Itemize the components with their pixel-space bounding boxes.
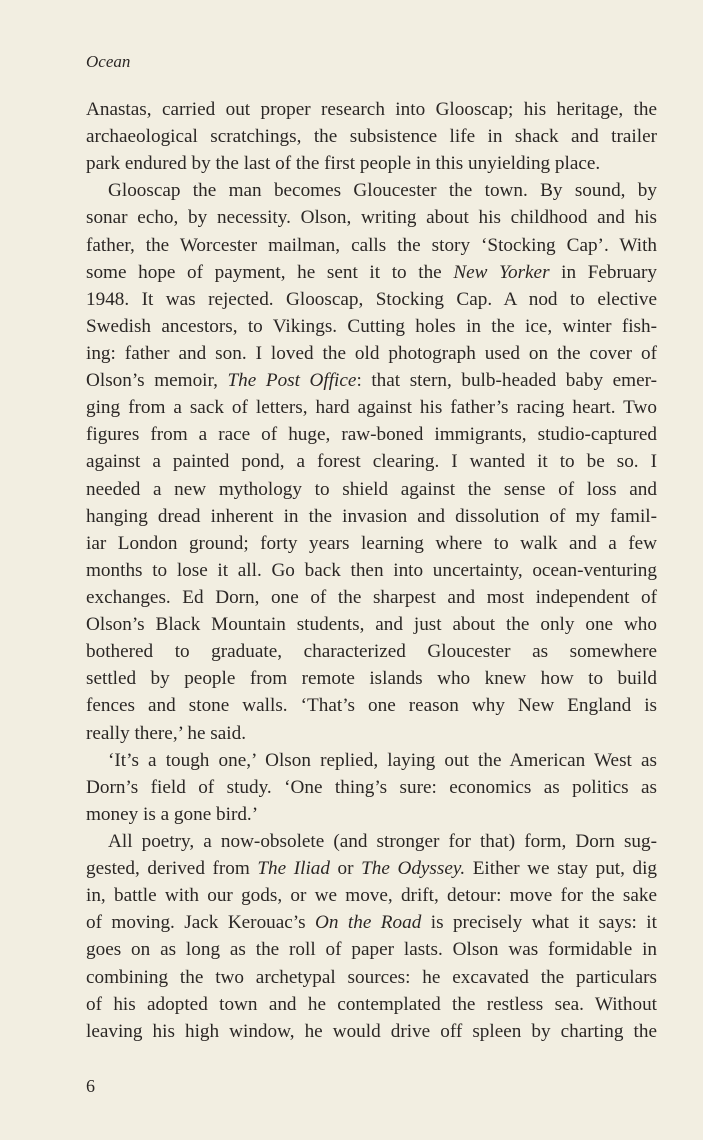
text-line xyxy=(86,123,657,150)
text-run: needed a new mythology to shield against the sense of loss and xyxy=(86,478,657,500)
text-line xyxy=(86,692,657,719)
italic-title: On the Road xyxy=(315,912,422,934)
text-run: father, the Worcester mailman, calls the story ‘Stocking Cap’. With xyxy=(86,234,657,256)
text-line xyxy=(86,448,657,475)
text-run: exchanges. Ed Dorn, one of the sharpest and most independent of xyxy=(86,586,657,608)
text-run: Olson’s memoir, xyxy=(86,370,228,392)
text-line xyxy=(86,747,657,774)
text-run: park endured by the last of the first people in this unyielding place. xyxy=(86,153,601,175)
text-run: months to lose it all. Go back then into uncertainty, ocean-venturing xyxy=(86,559,657,581)
text-line xyxy=(86,259,657,286)
body-text xyxy=(86,96,657,1045)
text-line xyxy=(86,774,657,801)
page-number: 6 xyxy=(86,1076,95,1096)
text-line xyxy=(86,232,657,259)
text-run: Either we stay put, dig xyxy=(465,858,658,880)
text-line xyxy=(86,991,657,1018)
italic-title: The Post Office xyxy=(227,370,357,392)
text-line xyxy=(86,204,657,231)
text-line xyxy=(86,367,657,394)
text-line xyxy=(86,530,657,557)
text-line xyxy=(86,476,657,503)
text-line xyxy=(86,964,657,991)
text-run: gested, derived from xyxy=(86,858,258,880)
text-run: iar London ground; forty years learning where to walk and a few xyxy=(86,532,657,554)
text-line xyxy=(86,1018,657,1045)
text-run: is precisely what it says: it xyxy=(421,912,657,934)
text-run: ing: father and son. I loved the old photograph used on the cover of xyxy=(86,342,657,364)
text-run: combining the two archetypal sources: he excavated the particulars xyxy=(86,966,657,988)
text-run: : that stern, bulb-headed baby emer- xyxy=(356,370,657,392)
text-line xyxy=(86,720,657,747)
text-run: archaeological scratchings, the subsistence life in shack and trailer xyxy=(86,126,657,148)
text-line xyxy=(86,882,657,909)
text-run: or xyxy=(329,858,362,880)
text-run: really there,’ he said. xyxy=(86,722,246,744)
italic-title: The Odyssey. xyxy=(361,858,466,880)
text-run: against a painted pond, a forest clearing. I wanted it to be so. I xyxy=(86,451,657,473)
text-run: goes on as long as the roll of paper lasts. Olson was formidable in xyxy=(86,939,657,961)
text-run: figures from a race of huge, raw-boned immigrants, studio-captured xyxy=(86,424,657,446)
italic-title: The Iliad xyxy=(257,858,330,880)
text-run: All poetry, a now-obsolete (and stronger for that) form, Dorn sug- xyxy=(108,830,657,852)
text-line xyxy=(86,611,657,638)
text-line xyxy=(86,150,657,177)
text-line xyxy=(86,584,657,611)
text-run: in, battle with our gods, or we move, drift, detour: move for the sake xyxy=(86,885,657,907)
text-run: Swedish ancestors, to Vikings. Cutting holes in the ice, winter fish- xyxy=(86,315,657,337)
text-line xyxy=(86,177,657,204)
text-run: fences and stone walls. ‘That’s one reason why New England is xyxy=(86,695,657,717)
text-line xyxy=(86,936,657,963)
text-line xyxy=(86,421,657,448)
text-run: settled by people from remote islands who knew how to build xyxy=(86,668,657,690)
text-run: sonar echo, by necessity. Olson, writing about his childhood and his xyxy=(86,207,657,229)
text-run: of his adopted town and he contemplated the restless sea. Without xyxy=(86,993,657,1015)
text-run: hanging dread inherent in the invasion and dissolution of my famil- xyxy=(86,505,657,527)
text-run: Olson’s Black Mountain students, and just about the only one who xyxy=(86,614,657,636)
text-run: Glooscap the man becomes Gloucester the town. By sound, by xyxy=(108,180,657,202)
text-line xyxy=(86,96,657,123)
text-line xyxy=(86,855,657,882)
text-line xyxy=(86,503,657,530)
text-run: Anastas, carried out proper research into Glooscap; his heritage, the xyxy=(86,99,657,120)
text-line xyxy=(86,828,657,855)
text-line xyxy=(86,909,657,936)
text-run: Dorn’s field of study. ‘One thing’s sure: economics as politics as xyxy=(86,776,657,798)
text-line xyxy=(86,286,657,313)
text-run: ‘It’s a tough one,’ Olson replied, laying out the American West as xyxy=(108,749,657,771)
text-run: some hope of payment, he sent it to the xyxy=(86,261,454,283)
text-run: 1948. It was rejected. Glooscap, Stocking Cap. A nod to elective xyxy=(86,288,657,310)
text-run: ging from a sack of letters, hard against his father’s racing heart. Two xyxy=(86,397,657,419)
running-head: Ocean xyxy=(86,52,131,71)
text-line xyxy=(86,638,657,665)
text-line xyxy=(86,340,657,367)
text-line xyxy=(86,801,657,828)
text-run: leaving his high window, he would drive off spleen by charting the xyxy=(86,1020,657,1042)
text-line xyxy=(86,665,657,692)
text-line xyxy=(86,313,657,340)
italic-title: New Yorker xyxy=(453,261,550,283)
text-run: of moving. Jack Kerouac’s xyxy=(86,912,316,934)
text-run: bothered to graduate, characterized Gloucester as somewhere xyxy=(86,641,657,663)
text-line xyxy=(86,394,657,421)
text-run: in February xyxy=(549,261,657,283)
text-line xyxy=(86,557,657,584)
text-run: money is a gone bird.’ xyxy=(86,803,259,825)
